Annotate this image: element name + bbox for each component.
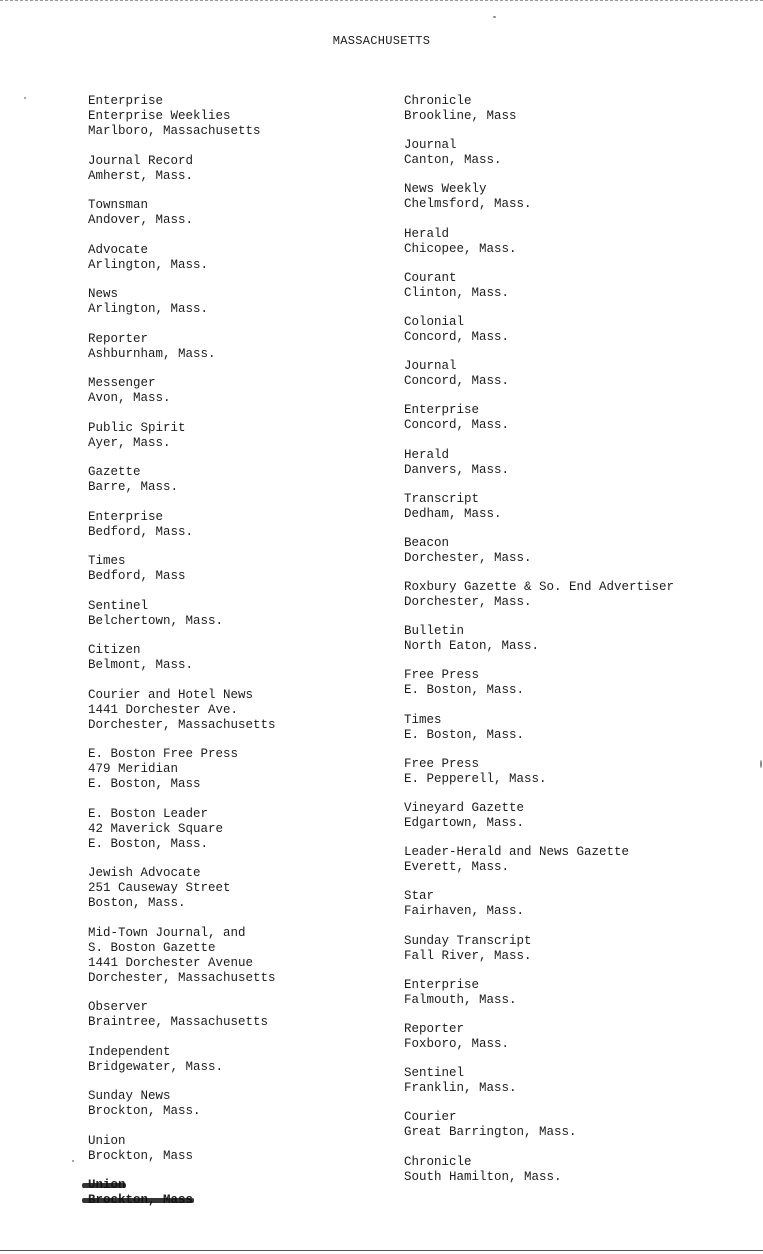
newspaper-entry [88, 332, 276, 362]
newspaper-address-line: North Eaton, Mass. [404, 639, 540, 654]
newspaper-name: Enterprise [88, 509, 164, 524]
newspaper-entry [404, 801, 674, 831]
newspaper-address-line: Edgartown, Mass. [404, 816, 525, 830]
right-column [404, 94, 674, 1199]
newspaper-entry [404, 403, 674, 433]
newspaper-address-line: Barre, Mass. [88, 480, 179, 494]
newspaper-address-line: Arlington, Mass. [88, 302, 209, 316]
newspaper-address-line: Brockton, Mass. [88, 1104, 201, 1118]
newspaper-entry [404, 359, 674, 389]
newspaper-address-line: Brockton, Mass [88, 1148, 194, 1163]
newspaper-entry [404, 138, 674, 168]
newspaper-entry [404, 182, 674, 212]
newspaper-address-line: Chelmsford, Mass. [404, 197, 532, 212]
newspaper-entry [88, 198, 276, 228]
newspaper-entry [404, 1066, 674, 1096]
newspaper-name: Gazette [88, 465, 141, 479]
newspaper-entry [404, 845, 674, 875]
newspaper-name: Courant [404, 270, 457, 285]
newspaper-address-line: E. Boston, Mass [88, 777, 201, 791]
newspaper-address-line: 42 Maverick Square [88, 821, 224, 836]
newspaper-address-line: Ayer, Mass. [88, 435, 171, 450]
newspaper-name: E. Boston Leader [88, 806, 209, 821]
newspaper-name: Sunday Transcript [404, 933, 532, 948]
newspaper-entry [88, 1000, 276, 1030]
newspaper-name: E. Boston Free Press [88, 747, 239, 761]
newspaper-name: Transcript [404, 491, 480, 506]
newspaper-entry [88, 926, 276, 986]
newspaper-name: Sunday News [88, 1089, 171, 1103]
newspaper-entry [88, 376, 276, 406]
newspaper-address-line: Belmont, Mass. [88, 658, 194, 672]
newspaper-entry [88, 94, 276, 139]
newspaper-entry [404, 624, 674, 654]
newspaper-entry [404, 1022, 674, 1052]
left-column [88, 94, 276, 1223]
newspaper-entry [88, 154, 276, 184]
newspaper-name: Observer [88, 1000, 149, 1014]
newspaper-entry [88, 1045, 276, 1075]
newspaper-address-line: E. Boston, Mass. [88, 836, 209, 851]
newspaper-name: News [88, 287, 119, 301]
newspaper-address-line: Enterprise Weeklies [88, 109, 231, 123]
newspaper-address-line: Brookline, Mass [404, 109, 517, 123]
newspaper-entry [404, 1110, 674, 1140]
newspaper-name: Mid-Town Journal, and [88, 925, 246, 940]
newspaper-name: Sentinel [404, 1066, 465, 1081]
newspaper-entry [88, 599, 276, 629]
strikethrough-mark [82, 1183, 126, 1188]
newspaper-name: Free Press [404, 756, 480, 771]
newspaper-entry [88, 807, 276, 852]
newspaper-entry [88, 643, 276, 673]
newspaper-address-line: Falmouth, Mass. [404, 992, 517, 1007]
newspaper-address-line: Clinton, Mass. [404, 285, 510, 300]
newspaper-address-line: Braintree, Massachusetts [88, 1015, 269, 1029]
newspaper-name: Free Press [404, 668, 480, 683]
newspaper-entry [88, 465, 276, 495]
newspaper-entry [404, 978, 674, 1008]
newspaper-address-line: E. Pepperell, Mass. [404, 771, 547, 786]
newspaper-address-line: Bedford, Mass. [88, 524, 194, 539]
newspaper-name: Journal [404, 359, 457, 374]
newspaper-entry [404, 227, 674, 257]
newspaper-address-line: 1441 Dorchester Ave. [88, 702, 239, 717]
newspaper-address-line: Everett, Mass. [404, 860, 510, 875]
newspaper-name: Jewish Advocate [88, 866, 201, 880]
scan-speck [493, 16, 496, 18]
newspaper-address-line: E. Boston, Mass. [404, 727, 525, 742]
newspaper-name: Sentinel [88, 598, 149, 613]
newspaper-entry [404, 1155, 674, 1185]
newspaper-address-line: Fairhaven, Mass. [404, 904, 525, 919]
newspaper-name: Union [88, 1133, 126, 1148]
scan-speck [760, 760, 762, 768]
newspaper-address-line: E. Boston, Mass. [404, 683, 525, 698]
newspaper-address-line: Boston, Mass. [88, 896, 186, 910]
newspaper-address-line: 1441 Dorchester Avenue [88, 955, 254, 970]
newspaper-entry [404, 889, 674, 919]
newspaper-address-line: Great Barrington, Mass. [404, 1125, 577, 1140]
newspaper-name: Star [404, 889, 435, 904]
newspaper-name: Herald [404, 447, 450, 462]
newspaper-entry [404, 315, 674, 345]
newspaper-name: Herald [404, 226, 450, 241]
newspaper-address-line: South Hamilton, Mass. [404, 1169, 562, 1184]
newspaper-entry [404, 713, 674, 743]
newspaper-name: Colonial [404, 314, 465, 329]
newspaper-entry [88, 866, 276, 911]
newspaper-entry [88, 688, 276, 733]
newspaper-address-line: Franklin, Mass. [404, 1081, 517, 1096]
newspaper-address-line: Dorchester, Mass. [404, 595, 532, 610]
newspaper-entry [88, 1134, 276, 1164]
newspaper-entry [404, 448, 674, 478]
newspaper-name: Journal Record [88, 153, 194, 168]
newspaper-address-line: Bedford, Mass [88, 569, 186, 583]
newspaper-entry [404, 580, 674, 610]
newspaper-entry [88, 421, 276, 451]
newspaper-address-line: Marlboro, Massachusetts [88, 124, 261, 138]
newspaper-name: Vineyard Gazette [404, 801, 525, 815]
newspaper-name: Bulletin [404, 624, 465, 639]
newspaper-name: Citizen [88, 643, 141, 657]
newspaper-name: Enterprise [88, 94, 164, 108]
newspaper-entry [88, 747, 276, 792]
newspaper-address-line: Dorchester, Mass. [404, 550, 532, 565]
newspaper-name: Townsman [88, 198, 149, 212]
page-title: MASSACHUSETTS [332, 34, 431, 48]
newspaper-address-line: Belchertown, Mass. [88, 613, 224, 628]
newspaper-entry [404, 271, 674, 301]
newspaper-name: Leader-Herald and News Gazette [404, 845, 630, 860]
newspaper-entry [404, 536, 674, 566]
newspaper-address-line: Concord, Mass. [404, 418, 510, 433]
top-perforation-rule [0, 0, 763, 1]
newspaper-address-line: Canton, Mass. [404, 153, 502, 168]
newspaper-name: Courier [404, 1110, 457, 1125]
newspaper-address-line: Bridgewater, Mass. [88, 1059, 224, 1074]
newspaper-name: Roxbury Gazette & So. End Advertiser [404, 580, 675, 595]
newspaper-address-line: Dorchester, Massachusetts [88, 970, 276, 985]
scan-speck [24, 97, 26, 99]
newspaper-name: Advocate [88, 242, 149, 257]
newspaper-name: Beacon [404, 535, 450, 550]
newspaper-name: Chronicle [404, 1154, 472, 1169]
newspaper-address-line: S. Boston Gazette [88, 940, 216, 955]
newspaper-address-line: Dedham, Mass. [404, 506, 502, 521]
newspaper-entry [404, 94, 674, 124]
newspaper-address-line: Foxboro, Mass. [404, 1036, 510, 1051]
scan-speck [72, 1160, 74, 1162]
newspaper-address-line: Avon, Mass. [88, 391, 171, 405]
newspaper-address-line: 251 Causeway Street [88, 881, 231, 895]
struck-out-entry [88, 1178, 276, 1208]
newspaper-entry [404, 668, 674, 698]
newspaper-name: Messenger [88, 376, 156, 390]
bottom-rule [0, 1250, 763, 1251]
strikethrough-mark [82, 1198, 194, 1203]
newspaper-address-line: Concord, Mass. [404, 374, 510, 389]
newspaper-name: Reporter [88, 331, 149, 346]
newspaper-name: Journal [404, 138, 457, 153]
newspaper-entry [88, 554, 276, 584]
newspaper-name: Enterprise [404, 977, 480, 992]
newspaper-entry [88, 510, 276, 540]
newspaper-address-line: Concord, Mass. [404, 329, 510, 344]
newspaper-name: Times [404, 712, 442, 727]
newspaper-entry [404, 934, 674, 964]
newspaper-address-line: Fall River, Mass. [404, 948, 532, 963]
newspaper-address-line: Arlington, Mass. [88, 257, 209, 272]
newspaper-entry [88, 1089, 276, 1119]
newspaper-entry [88, 243, 276, 273]
newspaper-name: Independent [88, 1044, 171, 1059]
newspaper-address-line: Andover, Mass. [88, 213, 194, 227]
newspaper-address-line: Dorchester, Massachusetts [88, 717, 276, 732]
newspaper-name: Times [88, 554, 126, 568]
newspaper-name: Courier and Hotel News [88, 687, 254, 702]
newspaper-name: News Weekly [404, 182, 487, 197]
newspaper-address-line: 479 Meridian [88, 762, 179, 776]
newspaper-entry [404, 492, 674, 522]
newspaper-name: Enterprise [404, 403, 480, 418]
newspaper-name: Chronicle [404, 94, 472, 108]
newspaper-address-line: Chicopee, Mass. [404, 241, 517, 256]
newspaper-entry [404, 757, 674, 787]
newspaper-address-line: Amherst, Mass. [88, 168, 194, 183]
newspaper-address-line: Ashburnham, Mass. [88, 346, 216, 361]
newspaper-address-line: Danvers, Mass. [404, 462, 510, 477]
newspaper-name: Reporter [404, 1021, 465, 1036]
newspaper-entry [88, 287, 276, 317]
newspaper-name: Public Spirit [88, 420, 186, 435]
